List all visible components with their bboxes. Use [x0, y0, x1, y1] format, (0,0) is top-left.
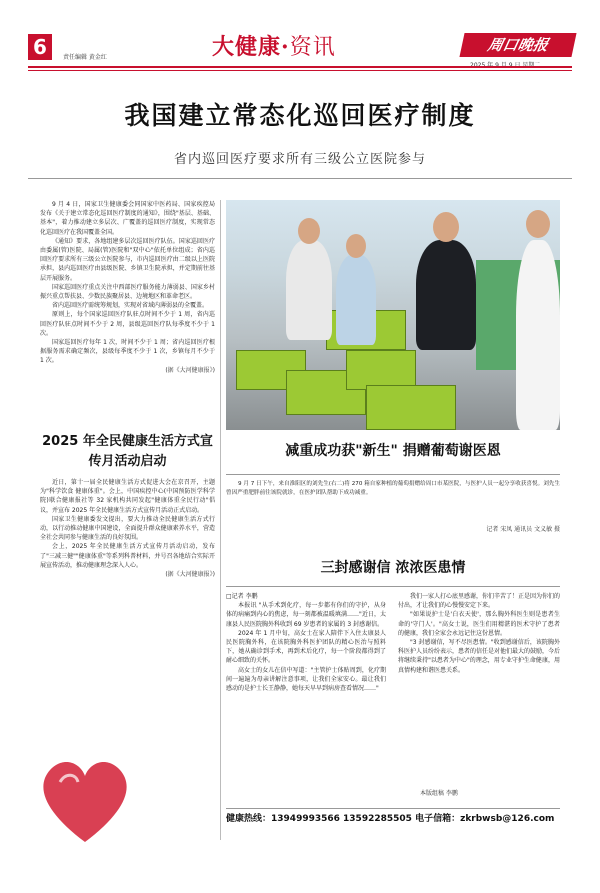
paragraph: 省内巡回医疗需统筹规划，实现对省域内薄弱县的全覆盖。	[52, 302, 209, 310]
email-address: zkrbwsb@126.com	[460, 814, 555, 824]
article2-body	[40, 478, 215, 579]
contact-line	[226, 812, 560, 826]
article4-column-left	[226, 592, 386, 693]
paragraph: "如果说护士是'白衣天使'，那么胸外科医生则是患者生命的'守门人'。"高女士说，医生们用精湛的医术守护了患者的健康，我们全家会永远记住这份恩情。	[398, 611, 560, 637]
article4-divider	[226, 586, 560, 587]
contact-divider	[226, 808, 560, 809]
paragraph: 国家卫生健康委发文提出，要大力推动全民健康生活方式行动，以行动推动健康中国建设，全面提升群众健康素养水平，营造全社会共同参与健康生活的良好氛围。	[40, 515, 215, 542]
paragraph: 国家巡回医疗重点关注中西部医疗服务能力薄弱县、国家乡村振兴重点帮扶县、少数民族聚居县、边境地区和革命老区。	[40, 283, 215, 301]
photo-person	[416, 240, 476, 350]
paragraph: 2024 年 1 月中旬，高女士在家人陪伴下入住太康县人民医院胸外科，在该院胸外科医护团队的精心医治与照料下，她从确诊到手术，再到术后化疗，每一个阶段都得到了耐心细致的关怀。	[226, 629, 386, 665]
photo-grape-box	[366, 385, 456, 430]
header-rule	[28, 66, 572, 68]
lead-subheadline: 省内巡回医疗要求所有三级公立医院参与	[173, 152, 426, 167]
photo-byline: 记者 宋凤 通讯员 文义敏 摄	[486, 526, 560, 533]
paragraph: 会上，2025 年全民健康生活方式宣传月活动启动，发布了"三减三健""健康体重"等系列科普材料，并号召各地结合实际开展宣传活动，推动健康理念深入人心。	[40, 543, 215, 569]
paragraph: 高女士的女儿在信中写道："主管护士体贴周到，化疗期间一遍遍为母亲讲解注意事项，让我们全家安心。最让我们感动的是护士长王静静，她每天早早到病房查看情况……"	[226, 666, 386, 693]
photo-caption	[226, 480, 560, 497]
photo-person-head	[298, 218, 320, 244]
page-number: 6	[28, 34, 52, 60]
photo-person	[286, 240, 332, 340]
photo-story-divider	[226, 474, 560, 475]
paragraph: 国家巡回医疗每年 1 次，时间不少于 1 周；省内巡回医疗根据服务需求确定频次，县级每季度不少于 1 次，乡镇每月不少于 1 次。	[40, 339, 215, 365]
lead-headline: 我国建立常态化巡回医疗制度	[124, 101, 476, 130]
photo-person	[336, 255, 376, 345]
section-dot: ·	[281, 34, 290, 60]
section-title	[212, 33, 336, 62]
photo-person-head	[346, 234, 366, 258]
hotline-numbers: 13949993566 13592285505	[271, 814, 412, 824]
heart-graphic	[30, 742, 140, 852]
section-main: 大健康	[212, 34, 282, 60]
email-label: 电子信箱：	[415, 814, 461, 824]
paragraph: 9 月 4 日，国家卫生健康委会同国家中医药局、国家疾控局发布《关于建立常态化巡回医疗制度的通知》，围绕"基层、基础、基本"，着力推动建立多层次、广覆盖的巡回医疗制度，实现常态化巡回医疗在我国覆盖全国。	[40, 201, 215, 236]
photo-person	[516, 240, 560, 430]
photo-person-head	[526, 210, 550, 238]
article2-headline: 2025 年全民健康生活方式宣传月活动启动	[42, 434, 213, 469]
paper-logo: 周口晚报	[459, 33, 576, 57]
heart-shape	[43, 762, 126, 842]
hotline-label: 健康热线：	[226, 814, 272, 824]
article4-headline: 三封感谢信 浓浓医患情	[320, 560, 466, 576]
paragraph: 本报讯 "从手术到化疗，每一步都有你们的守护，从身体的病痛到内心的焦虑，每一刻都被温暖填满……"近日，太康县人民医院胸外科收到 69 岁患者的家属的 3 封感谢信。	[226, 602, 386, 628]
lead-article-body	[40, 200, 215, 375]
header-rule-thin	[28, 70, 572, 71]
paragraph: "3 封感谢信，写不尽医患情。"收到感谢信后，该院胸外科医护人员纷纷表示，患者的信任是对他们最大的鼓励，今后将继续秉持"以患者为中心"的理念，用专业守护生命健康，用真情构建和谐医患关系。	[398, 639, 561, 674]
source-credit: (据《大河健康报》)	[165, 366, 215, 374]
paragraph: 原则上，每个国家巡回医疗队驻点时间不少于 1 周，省内巡回医疗队驻点时间不少于 2 周，县级巡回医疗队每季度不少于 1 次。	[40, 311, 215, 337]
lead-divider	[28, 178, 572, 179]
source-credit: (据《大河健康报》)	[165, 571, 215, 579]
photo-story-headline: 减重成功获"新生" 捐赠葡萄谢医恩	[285, 443, 501, 459]
paragraph: 我们一家人打心底里感谢，你们辛苦了！正是因为你们的付出，才让我们的心慢慢安定下来。	[398, 593, 561, 610]
photo-person-head	[433, 212, 459, 242]
paragraph: 《通知》要求，各地组建多层次巡回医疗队伍。国家巡回医疗由委属(管)医院、局属(管)医院和"双中心"依托单位组成；省内巡回医疗要求所有三级公立医院参与，市内巡回医疗由二级以上医院承担，县内巡回医疗由县级医院、乡镇卫生院承担，并定期前往基层开展服务。	[40, 237, 215, 282]
news-photo	[226, 200, 560, 430]
caption-text: 9 月 7 日下午，来自淮阳区的刘先生(右二)将 270 箱自家种植的葡萄捐赠给周口市某医院，与医护人员一起分享收获喜悦。刘先生曾因严重肥胖前往该院就诊，在医护团队帮助下成功减重。	[226, 481, 560, 496]
paragraph: 近日，第十一届全民健康生活方式促进大会在京召开，主题为"科学饮食 健康体重"。会上，中国疾控中心(中国预防医学科学院)联合健康报社等 32 家机构共同发起"健康体重全民行动"倡议，并宣布 2025 年全民健康生活方式宣传月活动正式启动。	[40, 479, 215, 514]
column-divider	[220, 200, 221, 840]
editors-line: 责任编辑 黄金红	[63, 54, 107, 61]
section-sub: 资讯	[289, 35, 336, 60]
article4-byline: □记者 李鹏	[226, 593, 258, 600]
article4-column-right	[398, 592, 560, 675]
edit-credit: 本版组稿 李鹏	[420, 790, 458, 797]
photo-grape-box	[346, 350, 416, 390]
